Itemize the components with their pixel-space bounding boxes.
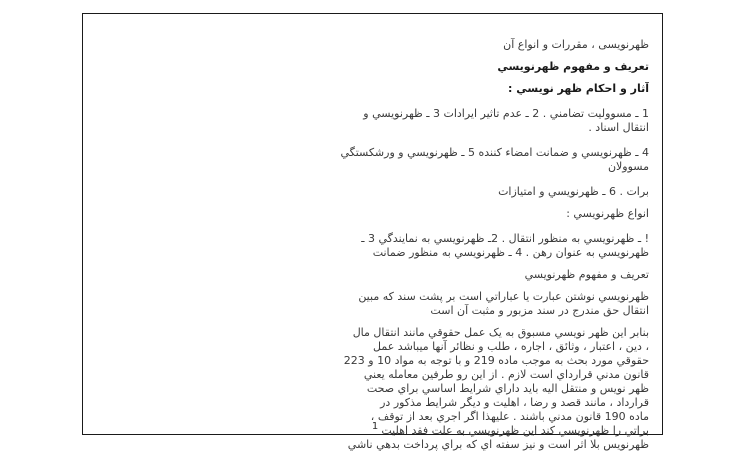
page-number: 1 [371,421,379,432]
effects-line: برات . 6 ـ ظهرنويسي و امتيازات [498,185,649,198]
body-line: بنابر اين ظهر نويسي مسبوق به يک عمل حقوقي مانند انتقال مال [352,326,649,339]
body-line: ظهر نويس و منتقل اليه بايد داراي شرايط اساسي براي صحت [366,382,649,395]
types-line: ظهرنويسي به عنوان رهن . 4 ـ ظهرنويسي به منظور ضمانت [372,246,649,259]
body-line: حقوقي مورد بحث به موجب ماده 219 و با توجه به مواد 10 و 223 [343,354,649,367]
types-heading: انواع ظهرنويسي : [566,207,649,220]
definition-line: انتقال حق مندرج در سند مزبور و مثبت آن است [430,304,649,317]
body-line: قرارداد ، مانند قصد و رضا ، اهليت و ديگر شرايط مذکور در [380,396,649,409]
effects-line: 4 ـ ظهرنويسي و ضمانت امضاء کننده 5 ـ ظهرنويسي و ورشکستگي [340,146,649,159]
types-line: ! ـ ظهرنويسي به منظور انتقال . 2ـ ظهرنويسي به نمايندگي 3 ـ [361,232,649,245]
subheading-definition: تعريف و مفهوم ظهرنويسي [524,268,649,281]
heading-effects: آثار و احکام ظهر نويسي : [508,82,649,95]
document-title-line: ظهرنويسى ، مقررات و انواع آن [503,38,649,51]
effects-line: مسوولان [607,160,649,173]
effects-line: 1 ـ مسووليت تضامني . 2 ـ عدم تاثير ايرادات 3 ـ ظهرنويسي و [363,107,649,120]
heading-definition: تعريف و مفهوم ظهرنويسي [497,60,649,73]
body-line: ظهرنويس بلا اثر است و نيز سفته اي که براي پرداخت بدهي ناشي [347,438,649,451]
body-line: قانون مدني قرارداي است لازم . از اين رو طرفين معامله يعني [363,368,649,381]
body-line: ماده 190 قانون مدني باشند . عليهذا اگر اجري بعد از توقف ، [370,410,649,423]
body-line: براتي را ظهرنويسي کند اين ظهرنويسي به علت فقد اهليت [381,424,649,437]
body-line: ، دين ، اعتبار ، وثائق ، اجاره ، طلب و نظائر آنها ميباشد عمل [373,340,649,353]
document-body [96,38,649,452]
definition-line: ظهرنويسي نوشتن عبارت يا عباراتي است بر پشت سند که مبين [358,290,649,303]
effects-line: انتقال اسناد . [588,121,649,134]
